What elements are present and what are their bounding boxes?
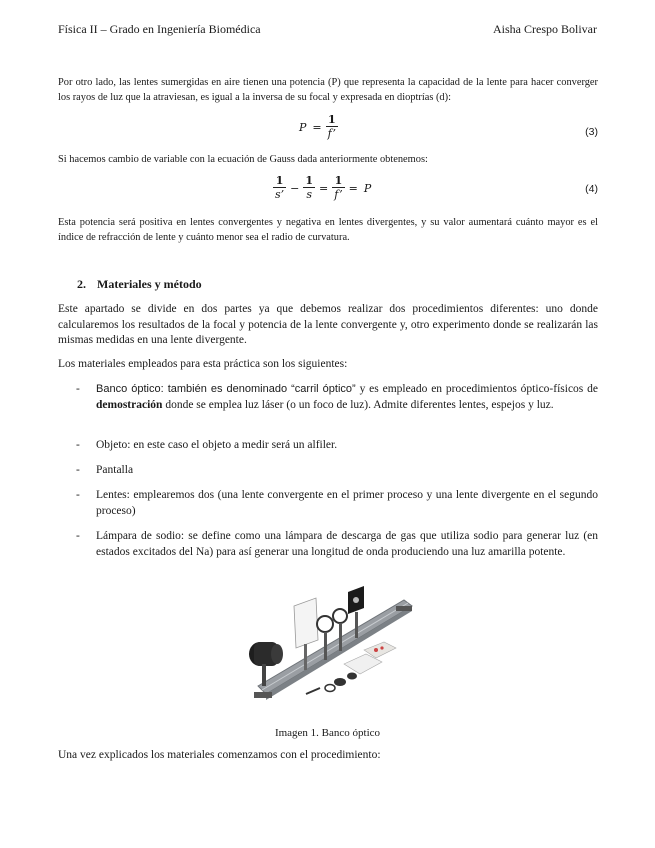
eq4-num-1: 1 [273, 175, 286, 188]
eq4-fraction-2 [303, 175, 315, 201]
list-item-lampara [76, 529, 598, 560]
eq4-num-3: 1 [332, 175, 344, 188]
intro-paragraph: Por otro lado, las lentes sumergidas en aire tienen una potencia (P) que representa la capacidad de la lente para hacer converger los rayos de luz que la atraviesan, es igual a la inversa de su focal y expresada en dioptrías (d): [58, 77, 598, 103]
list-dash: - [76, 439, 80, 451]
equation-3-number: (3) [585, 126, 598, 138]
list-item-text: Pantalla [96, 464, 134, 476]
list-item-text [96, 382, 598, 413]
list-item-pantalla [76, 463, 598, 479]
section-number: 2. [77, 277, 86, 291]
eq4-rhs: P [363, 181, 372, 195]
eq4-fraction-3 [332, 175, 344, 201]
eq3-numerator: 1 [326, 114, 338, 127]
list-item-objeto [76, 438, 598, 454]
eq3-equals: = [312, 120, 322, 134]
eq3-denominator: f’ [327, 127, 337, 140]
equation-4-number: (4) [585, 183, 598, 195]
eq4-minus: − [290, 181, 300, 195]
list-item-1-bold: demostración [96, 398, 163, 411]
list-item-text: Objeto: en este caso el objeto a medir será un alfiler. [96, 439, 338, 451]
equation-4 [272, 175, 374, 201]
eq4-equals-2: = [348, 181, 358, 195]
eq4-den-3: f’ [334, 188, 343, 201]
power-paragraph: Esta potencia será positiva en lentes convergentes y negativa en lentes divergentes, y su valor aumentará cuánto mayor es el índice de refracción de lente y cuánto menor sea el radio de curvatura. [58, 217, 598, 243]
closing-paragraph: Una vez explicados los materiales comenzamos con el procedimiento: [58, 749, 381, 761]
section-title: Materiales y método [97, 277, 202, 291]
list-item-1-a: Banco óptico: también es denominado “carril óptico” [96, 383, 356, 395]
list-item-text: Lentes: emplearemos dos (una lente convergente en el primer proceso y una lente divergente en el segundo proceso) [96, 489, 598, 517]
equation-3 [296, 114, 339, 140]
gauss-paragraph: Si hacemos cambio de variable con la ecuación de Gauss dada anteriormente obtenemos: [58, 154, 428, 165]
optical-bench-image [236, 584, 426, 714]
section-paragraph-1: Este apartado se divide en dos partes ya que debemos realizar dos procedimientos diferentes: uno donde calcularemos los resultados de la focal y potencia de la lente convergente y, otro experimento donde se realizarán las mismas medidas en una lente divergente. [58, 303, 598, 346]
eq4-num-2: 1 [305, 174, 314, 187]
eq4-fraction-1 [273, 175, 286, 201]
list-item-lentes [76, 488, 598, 519]
header-right: Aisha Crespo Bolivar [493, 22, 597, 36]
list-item-1-c: donde se emplea luz láser (o un foco de luz). Admite diferentes lentes, espejos y luz. [162, 398, 554, 411]
list-dash: - [76, 464, 80, 476]
list-dash: - [76, 530, 80, 542]
list-item-banco-optico [76, 382, 598, 413]
section-heading [77, 277, 202, 292]
list-item-1-b: y es empleado en procedimientos óptico-físicos de [355, 383, 598, 395]
eq3-lhs: P [299, 120, 307, 134]
section-paragraph-2: Los materiales empleados para esta práctica son los siguientes: [58, 358, 348, 370]
list-item-text: Lámpara de sodio: se define como una lámpara de descarga de gas que utiliza sodio para generar luz (en estados excitados del Na) para así generar una longitud de onda produciendo una luz amarilla potente. [96, 530, 598, 558]
header-left: Física II – Grado en Ingeniería Biomédica [58, 22, 261, 36]
list-dash: - [76, 383, 80, 395]
eq4-den-1: s’ [275, 188, 285, 201]
eq4-den-2: s [306, 188, 313, 201]
list-dash: - [76, 489, 80, 501]
figure-caption: Imagen 1. Banco óptico [274, 727, 381, 739]
eq4-equals-1: = [319, 181, 329, 195]
eq3-fraction [326, 114, 338, 140]
